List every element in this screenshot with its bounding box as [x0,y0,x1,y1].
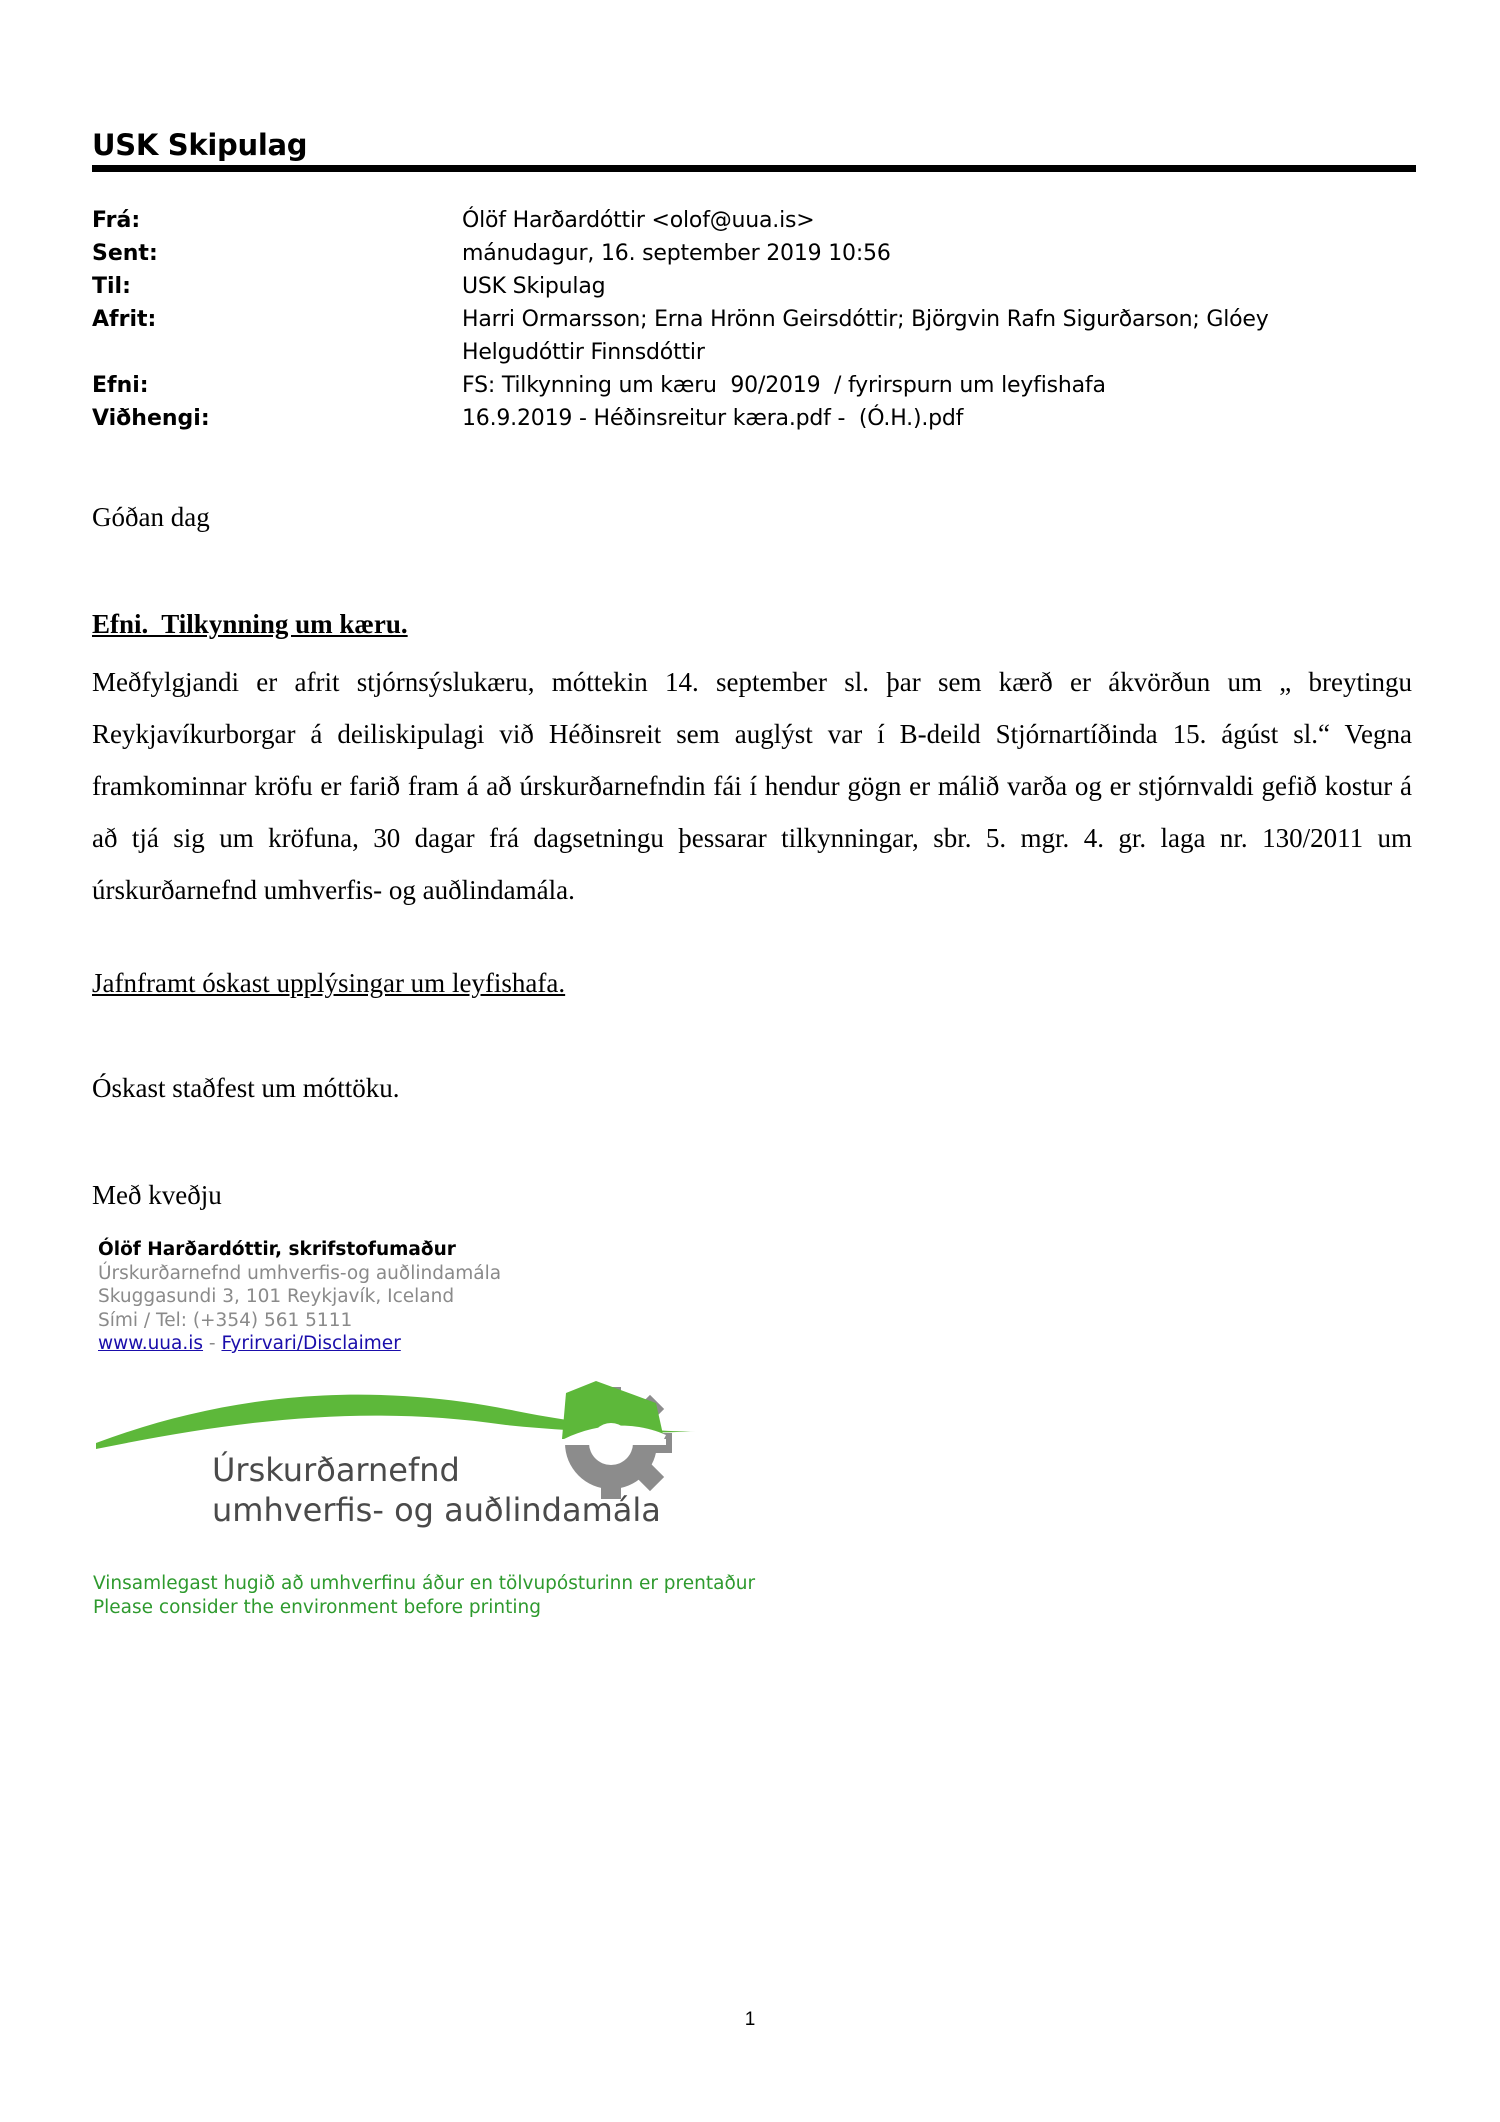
website-link[interactable]: www.uua.is [98,1333,204,1354]
body-subject: Efni. Tilkynning um kæru. [92,609,408,639]
signature-name: Ólöf Harðardóttir, skrifstofumaður [98,1239,456,1260]
body-confirm: Óskast staðfest um móttöku. [92,1073,400,1103]
signature-phone: Sími / Tel: (+354) 561 5111 [98,1309,353,1331]
body-closing: Með kveðju [92,1180,222,1210]
greeting: Góðan dag [92,502,210,532]
meta-label: Frá: [92,208,141,233]
meta-value-subject: FS: Tilkynning um kæru 90/2019 / fyrirspurn um leyfishafa [462,373,1106,398]
meta-label: Sent: [92,241,158,266]
signature-org: Úrskurðarnefnd umhverfis-og auðlindamála [98,1262,502,1284]
meta-row-from [92,204,1412,237]
email-meta [92,204,1412,435]
logo-text [212,1450,661,1530]
logo-text-line1: Úrskurðarnefnd [212,1451,460,1489]
page-number: 1 [744,2009,756,2030]
meta-label: Afrit: [92,307,157,332]
body-request: Jafnframt óskast upplýsingar um leyfishafa. [92,968,566,998]
meta-row-to [92,270,1412,303]
meta-row-subject [92,369,1412,402]
disclaimer-link[interactable]: Fyrirvari/Disclaimer [221,1333,401,1354]
meta-value-sent: mánudagur, 16. september 2019 10:56 [462,241,891,266]
meta-row-attachment [92,402,1412,435]
header-title: USK Skipulag [92,128,308,162]
environment-note [93,1572,755,1619]
signature-address: Skuggasundi 3, 101 Reykjavík, Iceland [98,1286,455,1307]
meta-label: Til: [92,274,131,299]
meta-label: Viðhengi: [92,406,210,431]
link-separator: - [203,1333,222,1354]
logo-text-line2: umhverfis- og auðlindamála [212,1491,661,1529]
meta-row-cc [92,303,1412,369]
meta-row-sent [92,237,1412,270]
meta-value-attachment: 16.9.2019 - Héðinsreitur kæra.pdf - (Ó.H.).pdf [462,406,964,431]
environment-note-en: Please consider the environment before printing [93,1596,541,1618]
environment-note-is: Vinsamlegast hugið að umhverfinu áður en tölvupósturinn er prentaður [93,1573,756,1594]
meta-value-cc: Harri Ormarsson; Erna Hrönn Geirsdóttir; Björgvin Rafn Sigurðarson; Glóey Helgudóttir Finnsdóttir [462,307,1269,365]
meta-value-from: Ólöf Harðardóttir <olof@uua.is> [462,208,815,233]
body-paragraph: Meðfylgjandi er afrit stjórnsýslukæru, móttekin 14. september sl. þar sem kærð er ákvörðun um „ breytingu Reykjavíkurborgar á deiliskipulagi við Héðinsreit sem auglýst var í B-deild Stjórnartíðinda 15. ágúst sl.“ Vegna framkominnar kröfu er farið fram á að úrskurðarnefndin fái í hendur gögn er málið varða og er stjórnvaldi gefið kostur á að tjá sig um kröfuna, 30 dagar frá dagsetningu þessarar tilkynningar, sbr. 5. mgr. 4. gr. laga nr. 130/2011 um úrskurðarnefnd umhverfis- og auðlindamála. [92,667,1412,905]
meta-value-to: USK Skipulag [462,274,606,299]
signature [98,1238,501,1356]
meta-label: Efni: [92,373,149,398]
header-rule [92,165,1416,172]
signature-links [98,1332,501,1356]
